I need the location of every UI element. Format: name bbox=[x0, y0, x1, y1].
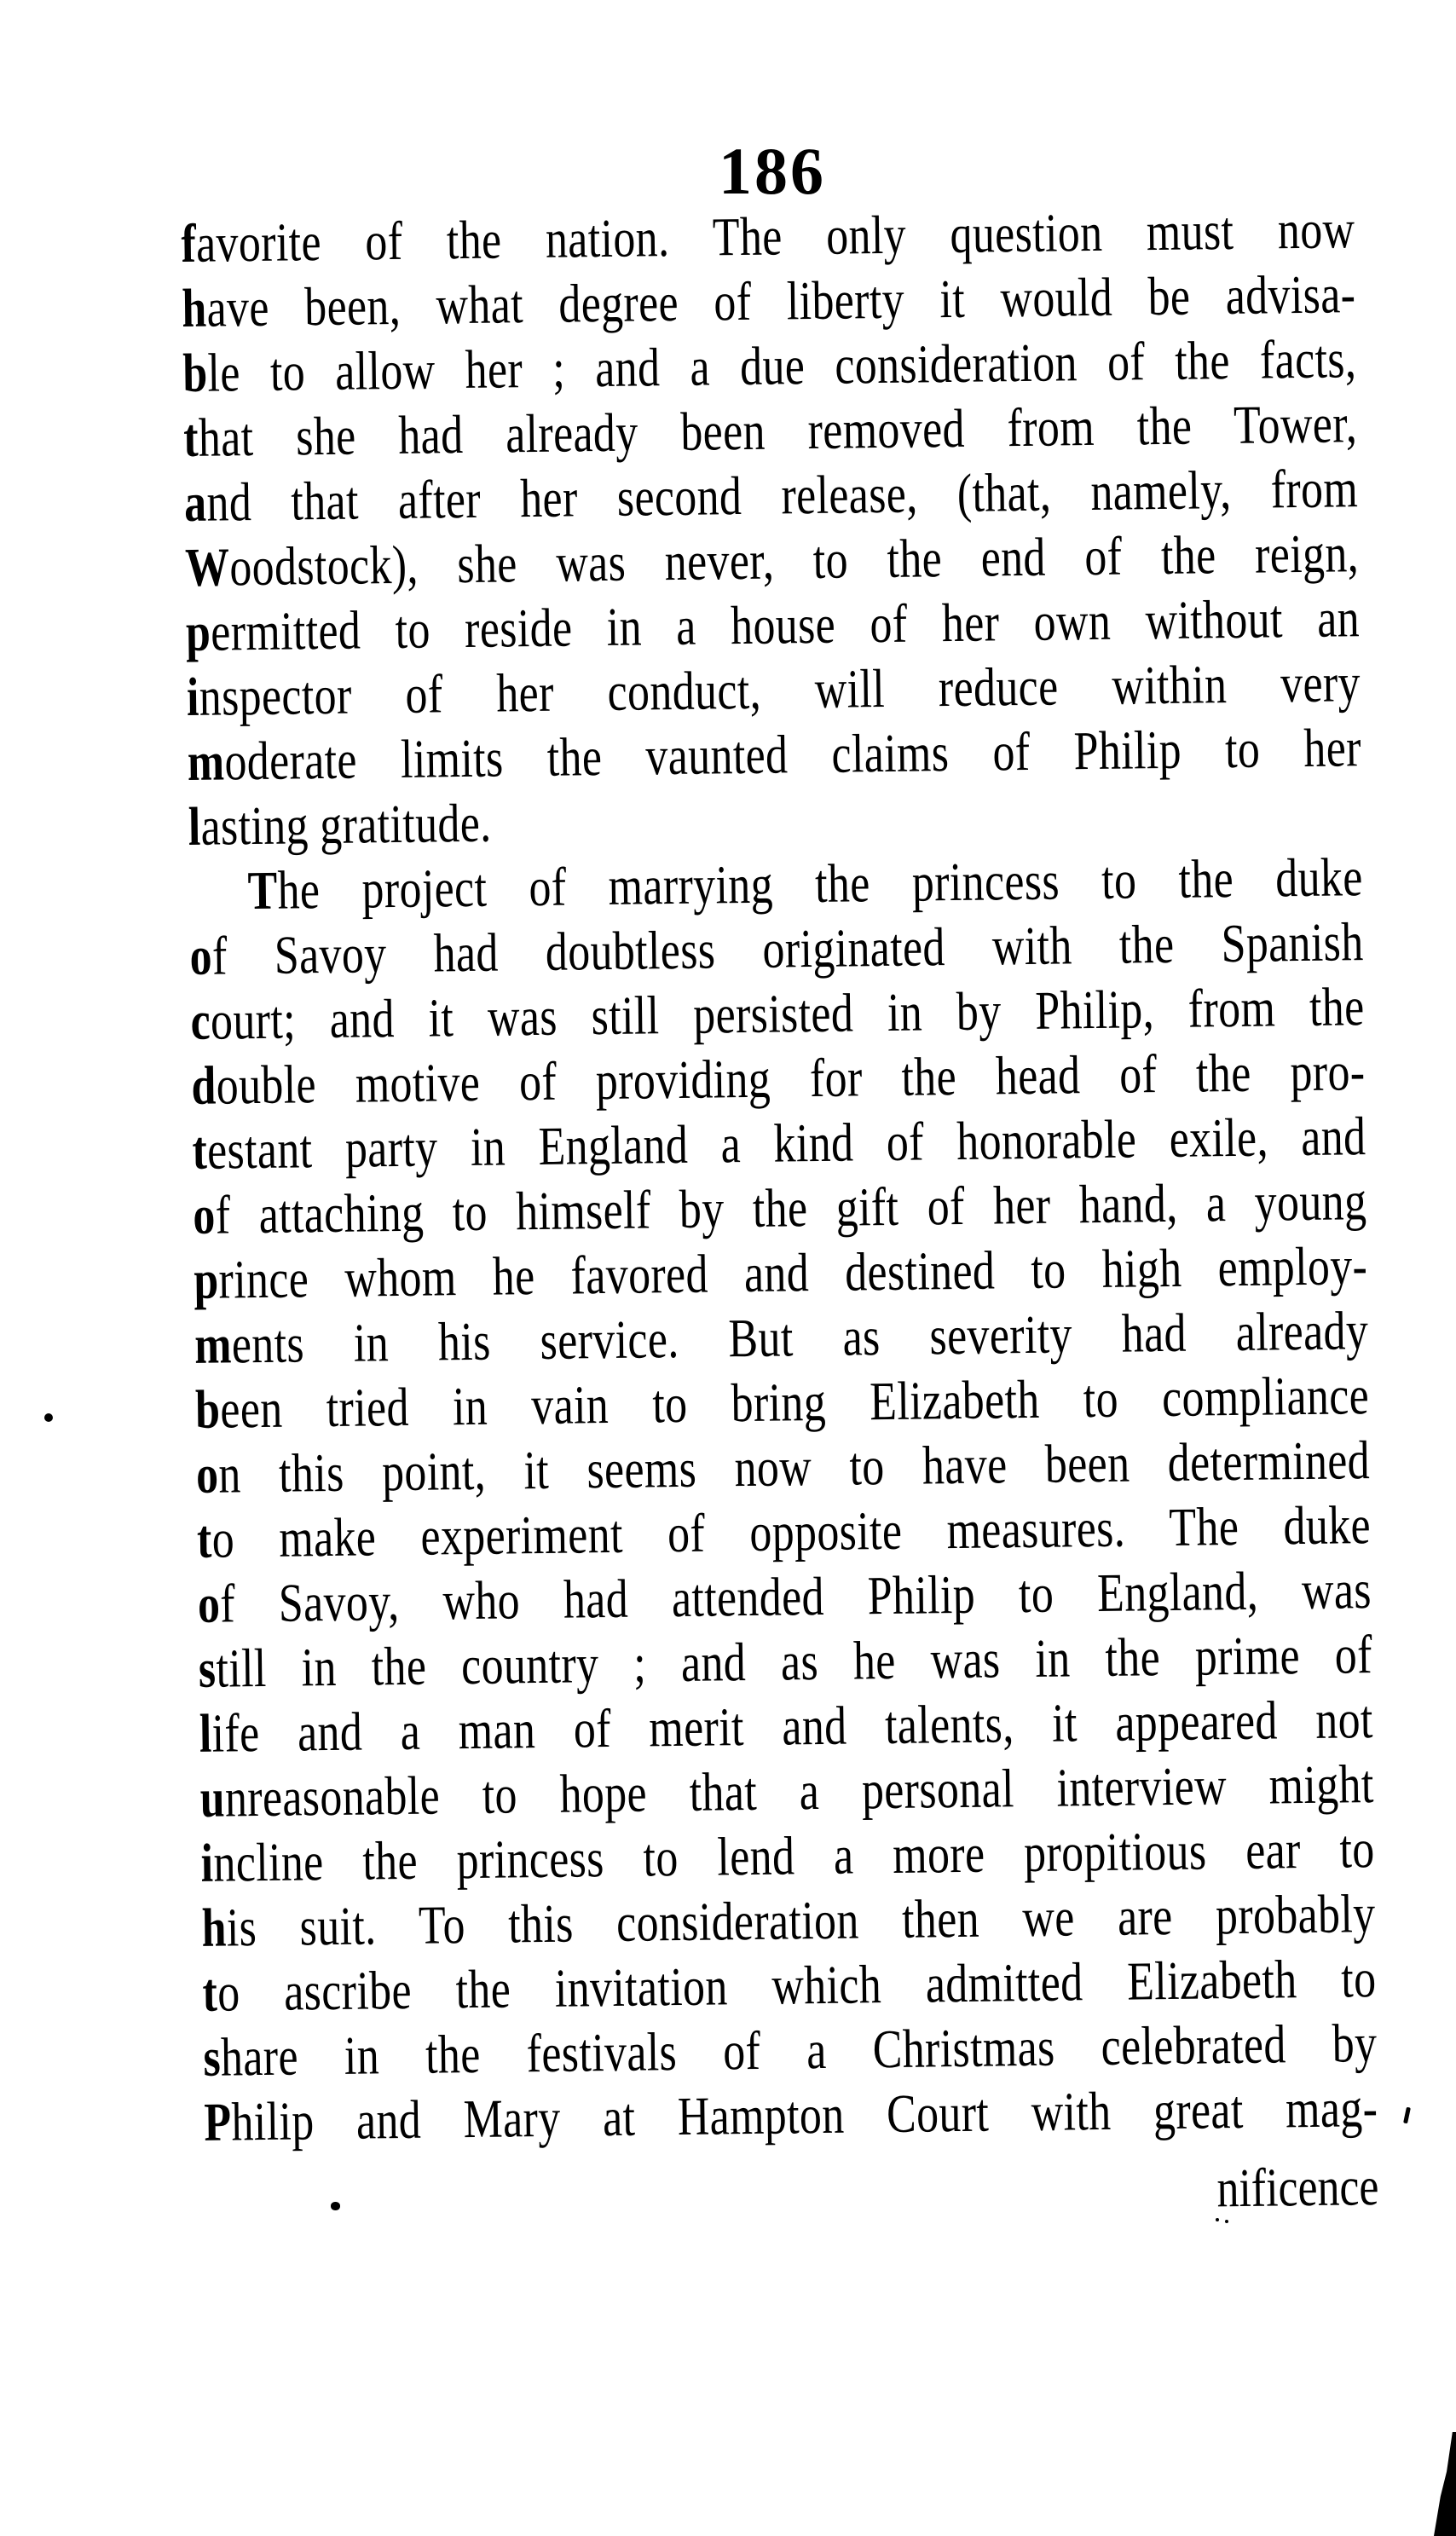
text-line: share in the festivals of a Christmas celebrated by bbox=[203, 2013, 1378, 2088]
text-line: ble to allow her ; and a due consideration of the facts, bbox=[182, 328, 1357, 403]
text-line: inspector of her conduct, will reduce within very bbox=[186, 652, 1361, 727]
text-line: that she had already been removed from the Tower, bbox=[182, 393, 1358, 468]
stray-period-mark bbox=[331, 2202, 340, 2210]
text-line: Philip and Mary at Hampton Court with great mag- bbox=[203, 2077, 1378, 2152]
text-line: moderate limits the vaunted claims of Philip to her bbox=[187, 717, 1362, 792]
text-line: The project of marrying the princess to the duke bbox=[247, 846, 1364, 921]
text-line: of attaching to himself by the gift of her hand, a young bbox=[192, 1170, 1367, 1245]
text-line: court; and it was still persisted in by Philip, from the bbox=[190, 976, 1365, 1051]
text-line: to ascribe the invitation which admitted Elizabeth to bbox=[202, 1948, 1377, 2023]
text-line: permitted to reside in a house of her own without an bbox=[185, 587, 1361, 662]
text-line: testant party in England a kind of honorable exile, and bbox=[192, 1106, 1366, 1181]
text-line: lasting gratitude. bbox=[188, 792, 492, 857]
body-text bbox=[181, 197, 1378, 2155]
text-line: to make experiment of opposite measures. The duke bbox=[196, 1494, 1372, 1569]
double-dot-ink-mark bbox=[1216, 2218, 1219, 2221]
page-number: 186 bbox=[719, 134, 826, 208]
text-line: double motive of providing for the head of the pro- bbox=[191, 1041, 1366, 1116]
apostrophe-ink-mark bbox=[1403, 2107, 1411, 2124]
text-line: life and a man of merit and talents, it appeared not bbox=[199, 1689, 1374, 1764]
text-line: have been, what degree of liberty it would be advisa- bbox=[181, 263, 1356, 338]
text-line: favorite of the nation. The only question must now bbox=[181, 199, 1355, 274]
text-line: Woodstock), she was never, to the end of the reign, bbox=[184, 523, 1360, 598]
margin-ink-dot bbox=[44, 1413, 53, 1422]
text-line: of Savoy had doubtless originated with the Spanish bbox=[189, 911, 1365, 986]
text-line: of Savoy, who had attended Philip to England, was bbox=[197, 1559, 1372, 1634]
text-line: still in the country ; and as he was in the prime of bbox=[198, 1624, 1373, 1699]
text-line: and that after her second release, (that, namely, from bbox=[183, 458, 1359, 533]
text-line: his suit. To this consideration then we are probably bbox=[201, 1883, 1376, 1958]
page-text-block bbox=[181, 197, 1379, 2233]
catchword: nificence bbox=[1216, 2156, 1379, 2219]
text-line: incline the princess to lend a more propitious ear to bbox=[200, 1818, 1376, 1893]
text-line: been tried in vain to bring Elizabeth to compliance bbox=[194, 1365, 1370, 1440]
text-line: unreasonable to hope that a personal interview might bbox=[199, 1753, 1375, 1828]
page-edge-shadow bbox=[1434, 2432, 1456, 2536]
text-line: ments in his service. But as severity had already bbox=[194, 1300, 1369, 1375]
text-line: prince whom he favored and destined to high employ- bbox=[193, 1235, 1368, 1310]
catchword-row bbox=[205, 2154, 1379, 2233]
text-line: on this point, it seems now to have been determined bbox=[195, 1430, 1371, 1505]
